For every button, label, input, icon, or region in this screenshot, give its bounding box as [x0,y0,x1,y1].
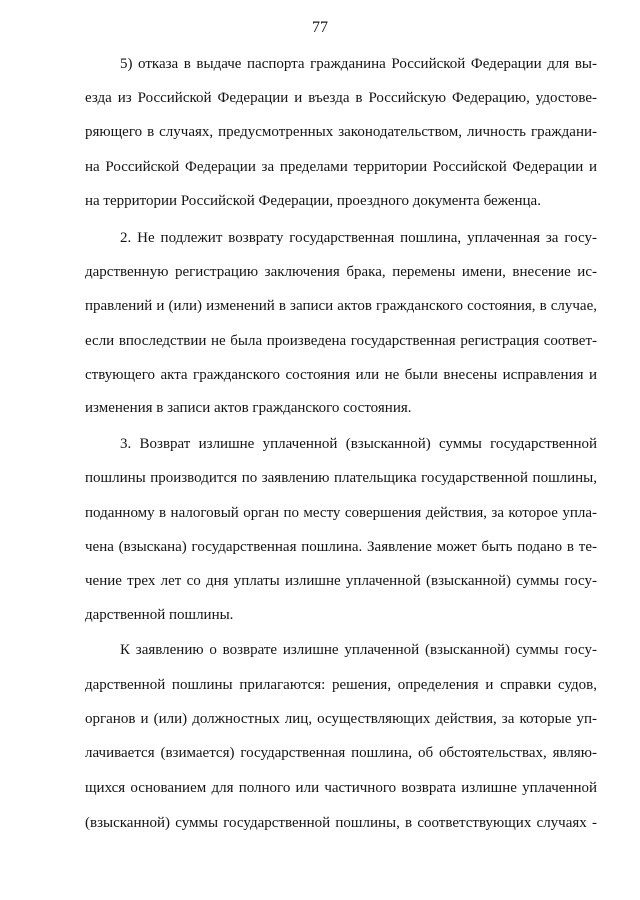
text-line: на территории Российской Федерации, проездного документа беженца. [85,193,541,209]
text-line: чение трех лет со дня уплаты излишне уплаченной (взысканной) суммы госу- [85,573,597,589]
text-line: ряющего в случаях, предусмотренных законодательством, личность граждани- [85,124,597,140]
text-line: К заявлению о возврате излишне уплаченной (взысканной) суммы госу- [120,642,597,658]
text-line: лачивается (взимается) государственная пошлина, об обстоятельствах, являю- [85,745,597,761]
text-line: дарственную регистрацию заключения брака, перемены имени, внесение ис- [85,264,597,280]
text-line: щихся основанием для полного или частичного возврата излишне уплаченной [85,780,597,796]
text-line: изменения в записи актов гражданского состояния. [85,400,412,416]
text-line: органов и (или) должностных лиц, осуществляющих действия, за которые уп- [85,711,597,727]
text-line: 2. Не подлежит возврату государственная пошлина, уплаченная за госу- [120,230,597,246]
text-line: пошлины производится по заявлению плательщика государственной пошлины, [85,470,597,486]
text-line: на Российской Федерации за пределами территории Российской Федерации и [85,159,597,175]
text-line: 3. Возврат излишне уплаченной (взысканной) суммы государственной [120,436,597,452]
page-number: 77 [312,19,328,36]
text-line: (взысканной) суммы государственной пошлины, в соответствующих случаях - [85,815,597,831]
text-line: дарственной пошлины. [85,607,234,623]
text-line: ствующего акта гражданского состояния или не были внесены исправления и [85,367,597,383]
text-line: поданному в налоговый орган по месту совершения действия, за которое упла- [85,505,597,521]
text-line: правлений и (или) изменений в записи актов гражданского состояния, в случае, [85,298,597,314]
text-line: чена (взыскана) государственная пошлина. Заявление может быть подано в те- [85,539,597,555]
text-line: езда из Российской Федерации и въезда в Российскую Федерацию, удостове- [85,90,597,106]
text-line: дарственной пошлины прилагаются: решения, определения и справки судов, [85,677,597,693]
text-line: 5) отказа в выдаче паспорта гражданина Российской Федерации для вы- [120,56,597,72]
text-line: если впоследствии не была произведена государственная регистрация соответ- [85,333,597,349]
